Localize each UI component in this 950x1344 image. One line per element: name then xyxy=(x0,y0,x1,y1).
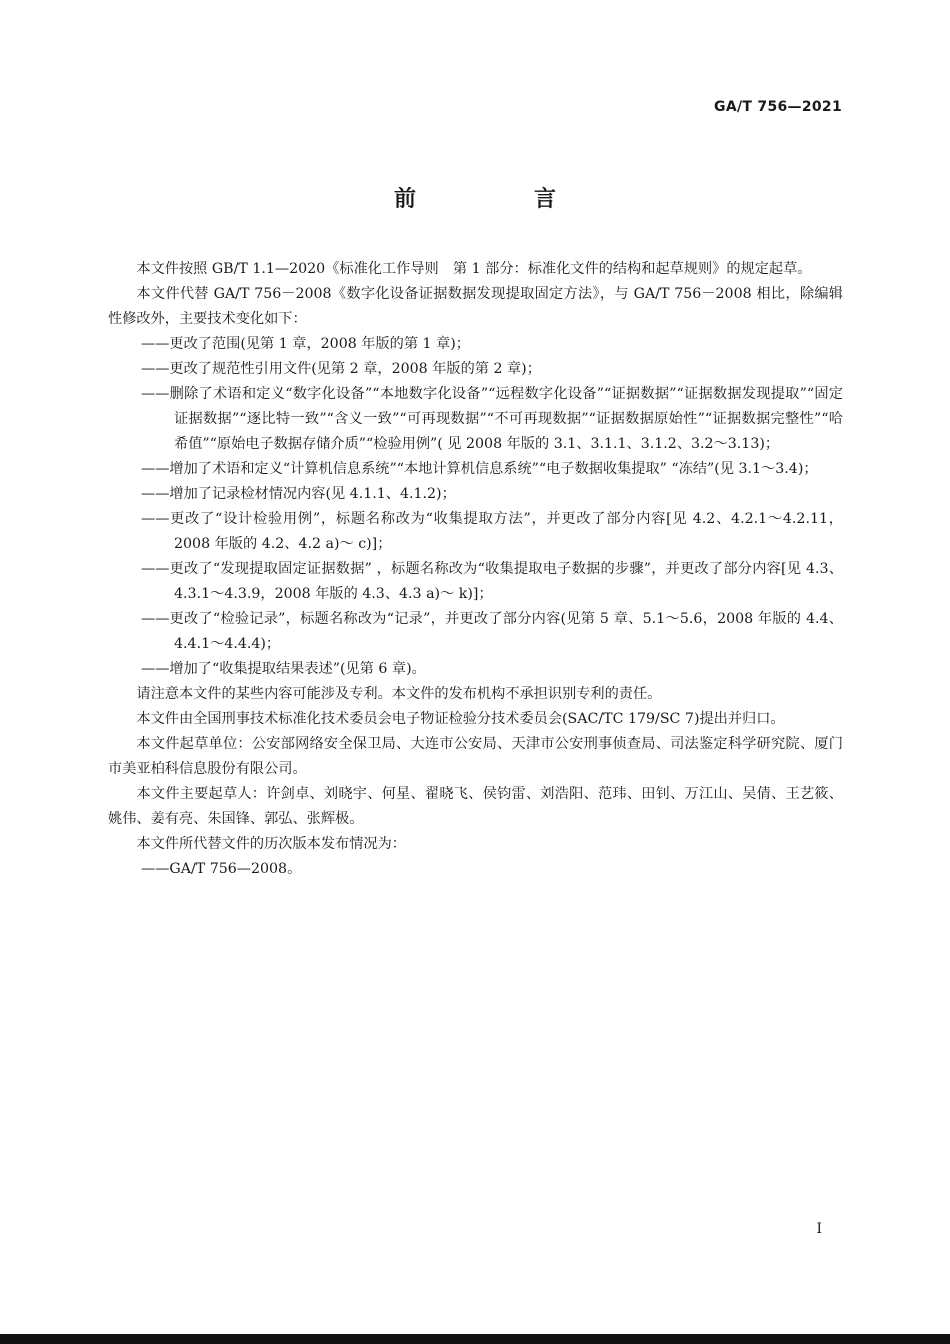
list-item: ——删除了术语和定义“数字化设备”“本地数字化设备”“远程数字化设备”“证据数据”“证据数据发现提取”“固定证据数据”“逐比特一致”“含义一致”“可再现数据”“不可再现数据”“证据数据原始性”“证据数据完整性”“哈希值”“原始电子数据存储介质”“检验用例”( 见 2008 年版的 3.1、3.1.1、3.1.2、3.2～3.13)； xyxy=(141,386,843,452)
list-item: ——更改了范围(见第 1 章，2008 年版的第 1 章)； xyxy=(141,336,470,352)
document-code: GA/T 756—2021 xyxy=(714,99,842,115)
foreword-body xyxy=(108,257,843,882)
paragraph: 请注意本文件的某些内容可能涉及专利。本文件的发布机构不承担识别专利的责任。 xyxy=(136,686,662,702)
list-item: ——增加了记录检材情况内容(见 4.1.1、4.1.2)； xyxy=(141,486,456,502)
paragraph: 本文件由全国刑事技术标准化技术委员会电子物证检验分技术委员会(SAC/TC 179/SC 7)提出并归口。 xyxy=(136,711,785,727)
list-item: ——更改了“检验记录”，标题名称改为“记录”，并更改了部分内容(见第 5 章、5.1～5.6，2008 年版的 4.4、4.4.1～4.4.4)； xyxy=(141,611,843,652)
list-item: ——增加了术语和定义“计算机信息系统”“本地计算机信息系统”“电子数据收集提取” “冻结”(见 3.1～3.4)； xyxy=(141,461,818,477)
list-item: ——更改了“发现提取固定证据数据” ，标题名称改为“收集提取电子数据的步骤”，并更改了部分内容[见 4.3、4.3.1～4.3.9，2008 年版的 4.3、4.3 a)～ k)]； xyxy=(141,561,843,602)
paragraph: 本文件起草单位：公安部网络安全保卫局、大连市公安局、天津市公安刑事侦查局、司法鉴定科学研究院、厦门市美亚柏科信息股份有限公司。 xyxy=(108,736,843,777)
list-item: ——GA/T 756—2008。 xyxy=(141,861,302,877)
list-item: ——更改了“设计检验用例”，标题名称改为“收集提取方法”，并更改了部分内容[见 4.2、4.2.1～4.2.11，2008 年版的 4.2、4.2 a)～ c)]； xyxy=(141,511,843,552)
paragraph: 本文件所代替文件的历次版本发布情况为： xyxy=(136,836,406,852)
paragraph: 本文件代替 GA/T 756－2008《数字化设备证据数据发现提取固定方法》，与 GA/T 756－2008 相比，除编辑性修改外，主要技术变化如下： xyxy=(108,286,843,327)
list-item: ——增加了“收集提取结果表述”(见第 6 章)。 xyxy=(141,661,426,677)
list-item: ——更改了规范性引用文件(见第 2 章，2008 年版的第 2 章)； xyxy=(141,361,541,377)
bottom-rule xyxy=(0,1334,950,1344)
page-title: 前 言 xyxy=(393,187,604,212)
paragraph: 本文件按照 GB/T 1.1—2020《标准化工作导则 第 1 部分：标准化文件的结构和起草规则》的规定起草。 xyxy=(136,261,812,277)
page-number: I xyxy=(816,1221,822,1237)
paragraph: 本文件主要起草人：许剑卓、刘晓宇、何星、翟晓飞、侯钧雷、刘浩阳、范玮、田钊、万江山、吴倩、王艺筱、姚伟、姜有亮、朱国锋、郭弘、张辉极。 xyxy=(108,786,843,827)
